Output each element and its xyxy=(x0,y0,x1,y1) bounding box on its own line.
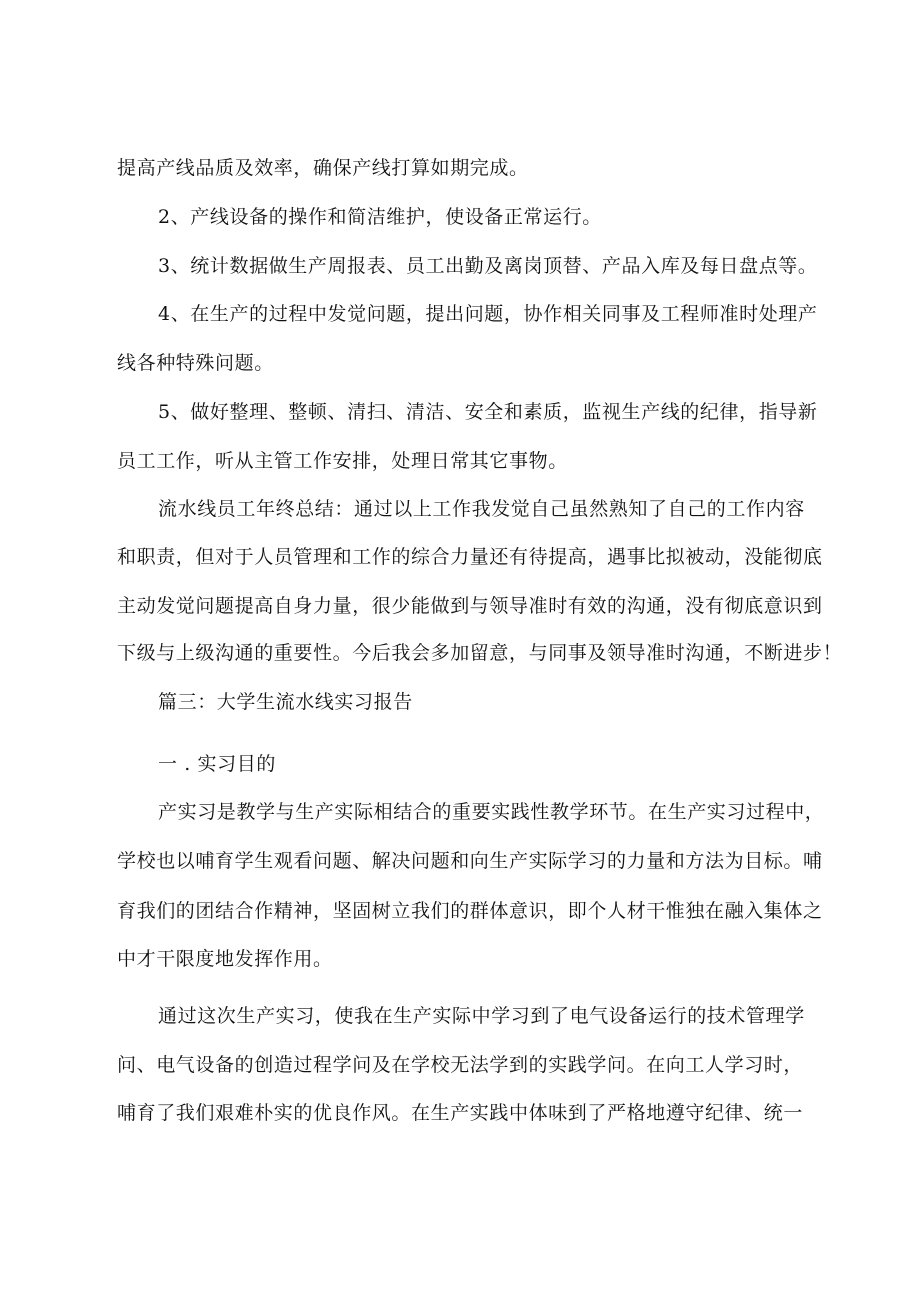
subsection-heading: 一 . 实习目的 xyxy=(158,753,276,775)
list-item: 3、统计数据做生产周报表、员工出勤及离岗顶替、产品入库及每日盘点等。 xyxy=(158,255,818,277)
text-line: 和职责，但对于人员管理和工作的综合力量还有待提高，遇事比拟被动，没能彻底 xyxy=(117,546,823,568)
text-line: 中才干限度地发挥作用。 xyxy=(117,948,333,970)
text-line: 员工工作，听从主管工作安排，处理日常其它事物。 xyxy=(117,450,568,472)
paragraph-line: 产实习是教学与生产实际相结合的重要实践性教学环节。在生产实习过程中， xyxy=(158,801,825,823)
text-line: 学校也以哺育学生观看问题、解决问题和向生产实际学习的力量和方法为目标。哺 xyxy=(117,850,823,872)
list-item: 5、做好整理、整顿、清扫、清洁、安全和素质，监视生产线的纪律，指导新 xyxy=(158,401,818,423)
section-heading: 篇三：大学生流水线实习报告 xyxy=(158,691,413,713)
list-item: 2、产线设备的操作和简洁维护，使设备正常运行。 xyxy=(158,206,602,228)
text-line: 线各种特殊问题。 xyxy=(117,352,274,374)
text-line: 问、电气设备的创造过程学问及在学校无法学到的实践学问。在向工人学习时， xyxy=(117,1054,804,1076)
paragraph-line: 通过这次生产实习，使我在生产实际中学习到了电气设备运行的技术管理学 xyxy=(158,1005,805,1027)
list-item: 4、在生产的过程中发觉问题，提出问题，协作相关同事及工程师准时处理产 xyxy=(158,303,818,325)
text-line: 提高产线品质及效率，确保产线打算如期完成。 xyxy=(117,157,529,179)
text-line: 主动发觉问题提高自身力量，很少能做到与领导准时有效的沟通，没有彻底意识到 xyxy=(117,595,823,617)
text-line: 育我们的团结合作精神，坚固树立我们的群体意识，即个人材干惟独在融入集体之 xyxy=(117,900,823,922)
text-line: 下级与上级沟通的重要性。今后我会多加留意，与同事及领导准时沟通，不断进步！ xyxy=(117,642,843,664)
text-line: 哺育了我们艰难朴实的优良作风。在生产实践中体味到了严格地遵守纪律、统一 xyxy=(117,1102,804,1124)
paragraph-line: 流水线员工年终总结：通过以上工作我发觉自己虽然熟知了自己的工作内容 xyxy=(158,498,805,520)
